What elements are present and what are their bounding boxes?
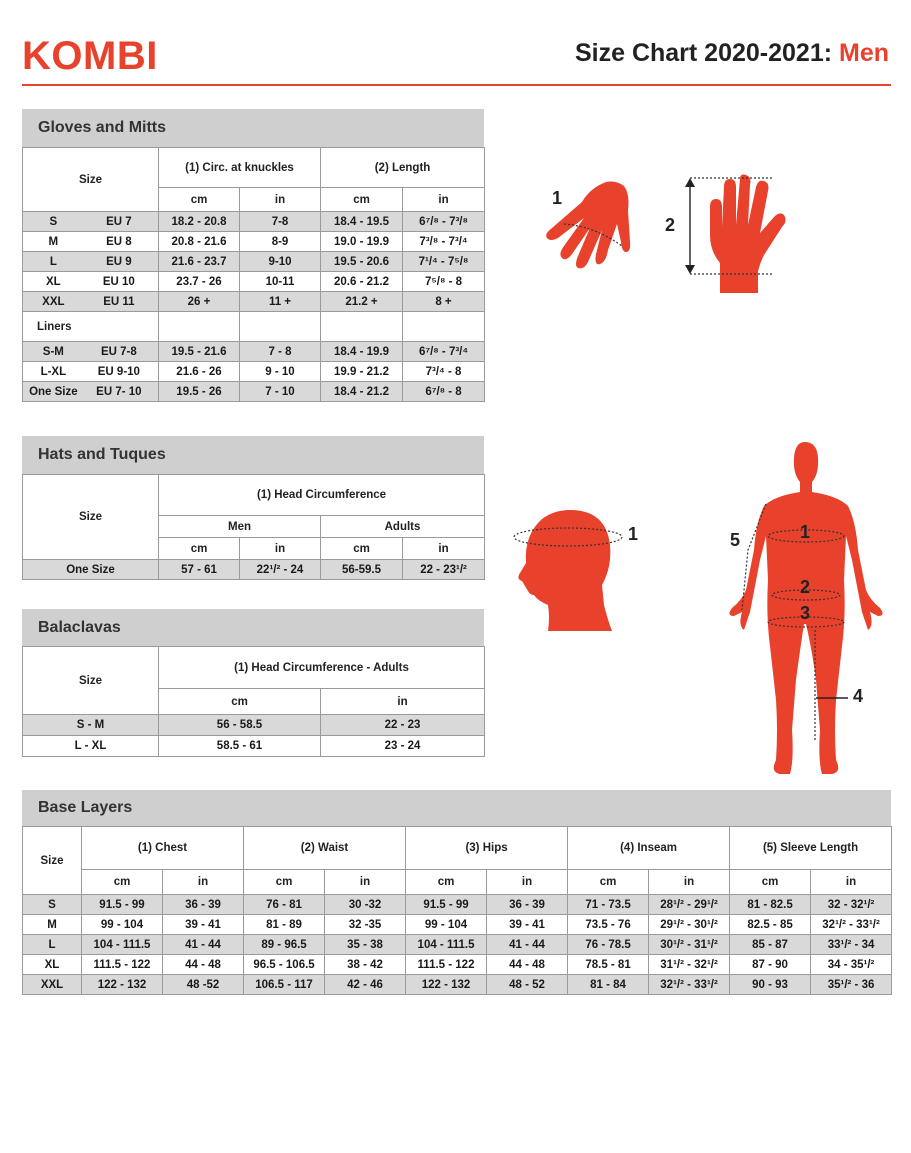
value-cell: 19.5 - 21.6 <box>159 342 240 362</box>
eu-size-label: EU 7-8 <box>100 345 137 358</box>
size-label: L-XL <box>40 365 67 378</box>
base-unit-in: in <box>649 870 730 895</box>
size-label: M <box>48 235 59 248</box>
table-row <box>23 895 892 915</box>
value-cell: 22 - 23 <box>321 715 485 736</box>
base-size-header: Size <box>23 827 82 895</box>
hats-head-header: (1) Head Circumference <box>159 475 485 516</box>
size-label: One Size <box>29 385 78 398</box>
value-cell: 20.8 - 21.6 <box>159 232 240 252</box>
base-chest-header: (1) Chest <box>82 827 244 870</box>
value-cell: 30 -32 <box>325 895 406 915</box>
value-cell: 23.7 - 26 <box>159 272 240 292</box>
value-cell: 91.5 - 99 <box>82 895 163 915</box>
value-cell: 34 - 35¹/² <box>811 955 892 975</box>
table-row <box>23 955 892 975</box>
base-layers-table <box>22 826 892 995</box>
empty-cell <box>403 312 485 342</box>
value-cell: 21.6 - 23.7 <box>159 252 240 272</box>
size-cell: S - M <box>23 715 159 736</box>
balaclavas-head-header: (1) Head Circumference - Adults <box>159 647 485 689</box>
value-cell: 81 - 89 <box>244 915 325 935</box>
value-cell: 33¹/² - 34 <box>811 935 892 955</box>
value-cell: 21.2 + <box>321 292 403 312</box>
value-cell: 18.2 - 20.8 <box>159 212 240 232</box>
header-divider <box>22 84 891 86</box>
hats-adults-in-cell: 22 - 23¹/² <box>403 560 485 580</box>
hats-section-title: Hats and Tuques <box>22 436 484 474</box>
page-title-prefix: Size Chart 2020-2021: <box>574 39 839 67</box>
table-row <box>23 915 892 935</box>
value-cell: 58.5 - 61 <box>159 736 321 757</box>
table-row <box>23 292 485 312</box>
value-cell: 89 - 96.5 <box>244 935 325 955</box>
table-row <box>23 560 485 580</box>
table-row <box>23 342 485 362</box>
hats-size-cell: One Size <box>23 560 159 580</box>
value-cell: 7³/⁸ - 7³/⁴ <box>403 232 485 252</box>
value-cell: 41 - 44 <box>163 935 244 955</box>
base-unit-in: in <box>811 870 892 895</box>
value-cell: 48 -52 <box>163 975 244 995</box>
value-cell: 35 - 38 <box>325 935 406 955</box>
value-cell: 122 - 132 <box>82 975 163 995</box>
value-cell: 32 - 32¹/² <box>811 895 892 915</box>
gloves-unit-in: in <box>240 188 321 212</box>
table-row <box>23 252 485 272</box>
value-cell: 91.5 - 99 <box>406 895 487 915</box>
value-cell: 36 - 39 <box>487 895 568 915</box>
value-cell: 18.4 - 21.2 <box>321 382 403 402</box>
value-cell: 99 - 104 <box>82 915 163 935</box>
value-cell: 56 - 58.5 <box>159 715 321 736</box>
eu-size-label: EU 7 <box>106 215 132 228</box>
base-unit-cm: cm <box>730 870 811 895</box>
value-cell: 104 - 111.5 <box>406 935 487 955</box>
value-cell: 18.4 - 19.5 <box>321 212 403 232</box>
base-unit-in: in <box>163 870 244 895</box>
eu-size-label: EU 9-10 <box>97 365 140 378</box>
head-circumference-icon <box>508 505 638 635</box>
value-cell: 106.5 - 117 <box>244 975 325 995</box>
value-cell: 30¹/² - 31¹/² <box>649 935 730 955</box>
eu-size-label: EU 10 <box>102 275 135 288</box>
size-cell <box>23 212 159 232</box>
body-callout-4: 4 <box>853 686 864 706</box>
table-row <box>23 232 485 252</box>
value-cell: 20.6 - 21.2 <box>321 272 403 292</box>
eu-size-label: EU 8 <box>106 235 132 248</box>
size-cell <box>23 252 159 272</box>
page-title <box>575 40 889 68</box>
body-callout-3: 3 <box>800 603 811 623</box>
size-cell: XL <box>23 955 82 975</box>
value-cell: 28¹/² - 29¹/² <box>649 895 730 915</box>
value-cell: 90 - 93 <box>730 975 811 995</box>
value-cell: 19.5 - 26 <box>159 382 240 402</box>
value-cell: 41 - 44 <box>487 935 568 955</box>
value-cell: 78.5 - 81 <box>568 955 649 975</box>
value-cell: 9-10 <box>240 252 321 272</box>
gloves-size-header: Size <box>23 148 159 212</box>
base-unit-cm: cm <box>406 870 487 895</box>
gloves-unit-in: in <box>403 188 485 212</box>
value-cell: 48 - 52 <box>487 975 568 995</box>
value-cell: 111.5 - 122 <box>82 955 163 975</box>
size-cell: S <box>23 895 82 915</box>
balaclavas-section-title: Balaclavas <box>22 609 484 646</box>
value-cell: 44 - 48 <box>487 955 568 975</box>
base-hips-header: (3) Hips <box>406 827 568 870</box>
head-callout-1: 1 <box>628 524 639 544</box>
empty-cell <box>240 312 321 342</box>
gloves-table <box>22 147 485 402</box>
value-cell: 76 - 81 <box>244 895 325 915</box>
value-cell: 29¹/² - 30¹/² <box>649 915 730 935</box>
hats-unit-cm: cm <box>159 538 240 560</box>
hats-men-header: Men <box>159 516 321 538</box>
table-row <box>23 935 892 955</box>
table-row <box>23 272 485 292</box>
table-row <box>23 736 485 757</box>
size-cell: L - XL <box>23 736 159 757</box>
value-cell: 104 - 111.5 <box>82 935 163 955</box>
value-cell: 11 + <box>240 292 321 312</box>
base-waist-header: (2) Waist <box>244 827 406 870</box>
value-cell: 19.0 - 19.9 <box>321 232 403 252</box>
value-cell: 7³/⁴ - 8 <box>403 362 485 382</box>
size-label: S-M <box>42 345 64 358</box>
value-cell: 6⁷/⁸ - 7³/⁸ <box>403 212 485 232</box>
gloves-circ-header: (1) Circ. at knuckles <box>159 148 321 188</box>
hats-unit-in: in <box>240 538 321 560</box>
size-label: XL <box>46 275 61 288</box>
gloves-length-header: (2) Length <box>321 148 485 188</box>
value-cell: 38 - 42 <box>325 955 406 975</box>
table-row <box>23 715 485 736</box>
value-cell: 8-9 <box>240 232 321 252</box>
gloves-section-title: Gloves and Mitts <box>22 109 484 147</box>
value-cell: 21.6 - 26 <box>159 362 240 382</box>
balaclavas-table <box>22 646 485 757</box>
balaclavas-size-header: Size <box>23 647 159 715</box>
gloves-unit-cm: cm <box>159 188 240 212</box>
value-cell: 6⁷/⁸ - 8 <box>403 382 485 402</box>
value-cell: 6⁷/⁸ - 7³/⁴ <box>403 342 485 362</box>
balaclavas-unit-cm: cm <box>159 689 321 715</box>
body-callout-2: 2 <box>800 577 811 597</box>
size-label: L <box>49 255 57 268</box>
base-unit-in: in <box>487 870 568 895</box>
value-cell: 19.5 - 20.6 <box>321 252 403 272</box>
base-unit-cm: cm <box>568 870 649 895</box>
value-cell: 42 - 46 <box>325 975 406 995</box>
body-callout-1: 1 <box>800 522 811 542</box>
glove-length-icon <box>680 175 800 295</box>
size-label: S <box>49 215 58 228</box>
value-cell: 81 - 84 <box>568 975 649 995</box>
value-cell: 26 + <box>159 292 240 312</box>
eu-size-label: EU 9 <box>106 255 132 268</box>
value-cell: 31¹/² - 32¹/² <box>649 955 730 975</box>
value-cell: 7 - 10 <box>240 382 321 402</box>
gloves-unit-cm: cm <box>321 188 403 212</box>
hats-size-header: Size <box>23 475 159 560</box>
table-row <box>23 362 485 382</box>
body-callout-5: 5 <box>730 530 741 550</box>
size-cell: M <box>23 915 82 935</box>
size-cell <box>23 272 159 292</box>
value-cell: 36 - 39 <box>163 895 244 915</box>
liners-label: Liners <box>23 312 159 342</box>
size-cell <box>23 382 159 402</box>
value-cell: 76 - 78.5 <box>568 935 649 955</box>
value-cell: 122 - 132 <box>406 975 487 995</box>
hats-men-in-cell: 22¹/² - 24 <box>240 560 321 580</box>
value-cell: 111.5 - 122 <box>406 955 487 975</box>
value-cell: 39 - 41 <box>487 915 568 935</box>
value-cell: 81 - 82.5 <box>730 895 811 915</box>
hats-unit-cm: cm <box>321 538 403 560</box>
size-cell: XXL <box>23 975 82 995</box>
value-cell: 32 -35 <box>325 915 406 935</box>
value-cell: 35¹/² - 36 <box>811 975 892 995</box>
base-inseam-header: (4) Inseam <box>568 827 730 870</box>
value-cell: 7-8 <box>240 212 321 232</box>
eu-size-label: EU 7- 10 <box>96 385 142 398</box>
value-cell: 39 - 41 <box>163 915 244 935</box>
value-cell: 8 + <box>403 292 485 312</box>
table-row <box>23 975 892 995</box>
value-cell: 71 - 73.5 <box>568 895 649 915</box>
base-layers-section-title: Base Layers <box>22 790 891 826</box>
base-unit-in: in <box>325 870 406 895</box>
value-cell: 10-11 <box>240 272 321 292</box>
hats-unit-in: in <box>403 538 485 560</box>
value-cell: 7¹/⁴ - 7⁵/⁸ <box>403 252 485 272</box>
hats-table <box>22 474 485 580</box>
value-cell: 32¹/² - 33¹/² <box>811 915 892 935</box>
value-cell: 87 - 90 <box>730 955 811 975</box>
value-cell: 96.5 - 106.5 <box>244 955 325 975</box>
size-cell: L <box>23 935 82 955</box>
value-cell: 23 - 24 <box>321 736 485 757</box>
value-cell: 19.9 - 21.2 <box>321 362 403 382</box>
value-cell: 44 - 48 <box>163 955 244 975</box>
hats-adults-header: Adults <box>321 516 485 538</box>
eu-size-label: EU 11 <box>103 295 135 308</box>
size-cell <box>23 232 159 252</box>
size-cell <box>23 292 159 312</box>
value-cell: 82.5 - 85 <box>730 915 811 935</box>
page-title-gender: Men <box>839 39 889 67</box>
value-cell: 9 - 10 <box>240 362 321 382</box>
balaclavas-unit-in: in <box>321 689 485 715</box>
glove-callout-1: 1 <box>552 188 563 208</box>
base-sleeve-header: (5) Sleeve Length <box>730 827 892 870</box>
value-cell: 85 - 87 <box>730 935 811 955</box>
size-cell <box>23 342 159 362</box>
value-cell: 73.5 - 76 <box>568 915 649 935</box>
table-row <box>23 382 485 402</box>
hats-adults-cm-cell: 56-59.5 <box>321 560 403 580</box>
value-cell: 7 - 8 <box>240 342 321 362</box>
empty-cell <box>321 312 403 342</box>
value-cell: 18.4 - 19.9 <box>321 342 403 362</box>
size-cell <box>23 362 159 382</box>
base-unit-cm: cm <box>82 870 163 895</box>
value-cell: 7⁵/⁸ - 8 <box>403 272 485 292</box>
base-unit-cm: cm <box>244 870 325 895</box>
empty-cell <box>159 312 240 342</box>
hats-men-cm-cell: 57 - 61 <box>159 560 240 580</box>
kombi-logo: KOMBI <box>22 34 158 78</box>
value-cell: 32¹/² - 33¹/² <box>649 975 730 995</box>
glove-callout-2: 2 <box>665 215 676 235</box>
table-row <box>23 212 485 232</box>
size-label: XXL <box>42 295 65 308</box>
value-cell: 99 - 104 <box>406 915 487 935</box>
